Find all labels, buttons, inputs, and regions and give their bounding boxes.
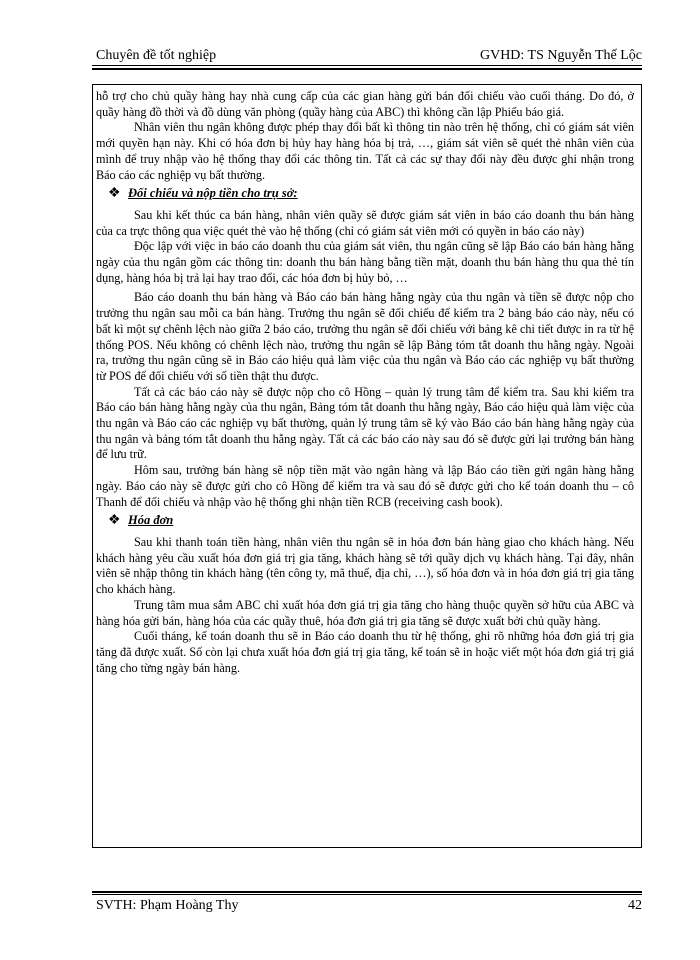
diamond-bullet-icon: ❖ bbox=[108, 186, 121, 202]
paragraph: Trung tâm mua sắm ABC chỉ xuất hóa đơn giá trị gia tăng cho hàng thuộc quyền sở hữu của ABC và hàng hóa gửi bán, hàng hóa của các quầy thuê, hóa đơn giá trị gia tăng sẽ được xuất bởi chủ quầy hàng. bbox=[96, 597, 634, 628]
header-rule bbox=[92, 65, 642, 66]
footer-left: SVTH: Phạm Hoàng Thy bbox=[96, 898, 239, 913]
section-title: Hóa đơn bbox=[128, 513, 174, 528]
page-body bbox=[96, 89, 634, 676]
paragraph: Hôm sau, trưởng bán hàng sẽ nộp tiền mặt vào ngân hàng và lập Báo cáo tiền gửi ngân hàng hằng ngày. Báo cáo này sẽ được gửi cho cô Hồng để kiểm tra và sau đó sẽ được gửi cho kế toán doanh thu – cô Thanh để đối chiếu và nhập vào hệ thống ghi nhận tiền RCB (receiving cash book). bbox=[96, 463, 634, 509]
diamond-bullet-icon: ❖ bbox=[108, 513, 121, 529]
header-left: Chuyên đề tốt nghiệp bbox=[96, 48, 217, 63]
paragraph: Tất cả các báo cáo này sẽ được nộp cho cô Hồng – quản lý trung tâm để kiểm tra. Sau khi kiểm tra Báo cáo bán hàng hằng ngày của thu ngân, Bảng tóm tắt doanh thu hằng ngày, Báo cáo hiệu quả làm việc của thu ngân và Báo cáo các nghiệp vụ bất thường, quản lý trung tâm sẽ ký vào Báo cáo bán hàng hằng ngày của thu ngân và bảng tóm tắt doanh thu hằng ngày. Tất cả các báo cáo này sau đó sẽ được gửi lại trưởng bán hàng để lưu trữ. bbox=[96, 384, 634, 462]
footer-rule-thick bbox=[92, 891, 642, 893]
section-heading-reconciliation bbox=[108, 186, 634, 202]
paragraph: Sau khi thanh toán tiền hàng, nhân viên thu ngân sẽ in hóa đơn bán hàng giao cho khách hàng. Nếu khách hàng yêu cầu xuất hóa đơn giá trị gia tăng, khách hàng sẽ tới quầy dịch vụ khách hàng. Tại đây, nhân viên sẽ nhập thông tin khách hàng (tên công ty, mã thuế, địa chỉ, …), số hóa đơn và in hóa đơn giá trị gia tăng cho khách hàng. bbox=[96, 534, 634, 597]
paragraph: Độc lập với việc in báo cáo doanh thu của giám sát viên, thu ngân cũng sẽ lập Báo cáo bán hàng hằng ngày của thu ngân gồm các thông tin: doanh thu bán hàng bằng tiền mặt, doanh thu bán hàng thu qua thẻ tín dụng, hàng hóa bị trả lại hay trao đổi, các hóa đơn bị hủy bỏ, … bbox=[96, 239, 634, 285]
page-footer bbox=[96, 898, 642, 918]
paragraph: Sau khi kết thúc ca bán hàng, nhân viên quầy sẽ được giám sát viên in báo cáo doanh thu bán hàng của ca trực thông qua việc quét thẻ vào hệ thống (chỉ có giám sát viên mới có quyền in báo cáo này) bbox=[96, 207, 634, 238]
section-title: Đối chiếu và nộp tiền cho trụ sở: bbox=[128, 186, 298, 201]
section-heading-invoice bbox=[108, 513, 634, 529]
paragraph: Nhân viên thu ngân không được phép thay đổi bất kì thông tin nào trên hệ thống, chỉ có giám sát viên mới quyền hạn này. Khi có hóa đơn bị hủy hay hàng hóa bị trả, …, giám sát viên sẽ quét thẻ nhân viên của mình để truy nhập vào hệ thống thay đổi các thông tin. Tất cả các sự thay đổi này đều được ghi nhận trong Báo cáo các nghiệp vụ bất thường. bbox=[96, 120, 634, 182]
header-right: GVHD: TS Nguyễn Thế Lộc bbox=[479, 48, 642, 63]
paragraph: Cuối tháng, kế toán doanh thu sẽ in Báo cáo doanh thu từ hệ thống, ghi rõ những hóa đơn giá trị gia tăng đã được xuất. Số còn lại chưa xuất hóa đơn giá trị gia tăng, kế toán sẽ in hoặc viết một hóa đơn giá trị giá tăng cho từng ngày bán hàng. bbox=[96, 629, 634, 675]
page-number: 42 bbox=[628, 898, 642, 913]
paragraph: Báo cáo doanh thu bán hàng và Báo cáo bán hàng hằng ngày của thu ngân và tiền sẽ được nộp cho trưởng thu ngân sau mỗi ca bán hàng. Trưởng thu ngân sẽ đối chiếu để kiểm tra 2 bảng báo cáo này, nếu có bất kì một sự chênh lệch nào giữa 2 báo cáo, trưởng thu ngân sẽ đối chiếu với bảng kê chi tiết được in ra từ hệ thống POS. Nếu không có chênh lệch nào, trưởng thu ngân sẽ lập Bảng tóm tắt doanh thu hằng ngày. Ngoài ra, trưởng thu ngân cũng sẽ in Báo cáo hiệu quả làm việc của thu ngân và Báo cáo các nghiệp vụ bất thường từ POS để đối chiếu với số tiền thật thu được. bbox=[96, 290, 634, 383]
footer-rule bbox=[92, 894, 642, 895]
paragraph: hỗ trợ cho chủ quầy hàng hay nhà cung cấp của các gian hàng gửi bán đối chiếu vào cuối tháng. Do đó, ở quầy hàng đồ thời và đồ dùng văn phòng (quầy hàng của ABC) thì không cần lập Phiếu báo giá. bbox=[96, 89, 634, 119]
page-header bbox=[96, 42, 642, 64]
header-rule-thick bbox=[92, 68, 642, 70]
